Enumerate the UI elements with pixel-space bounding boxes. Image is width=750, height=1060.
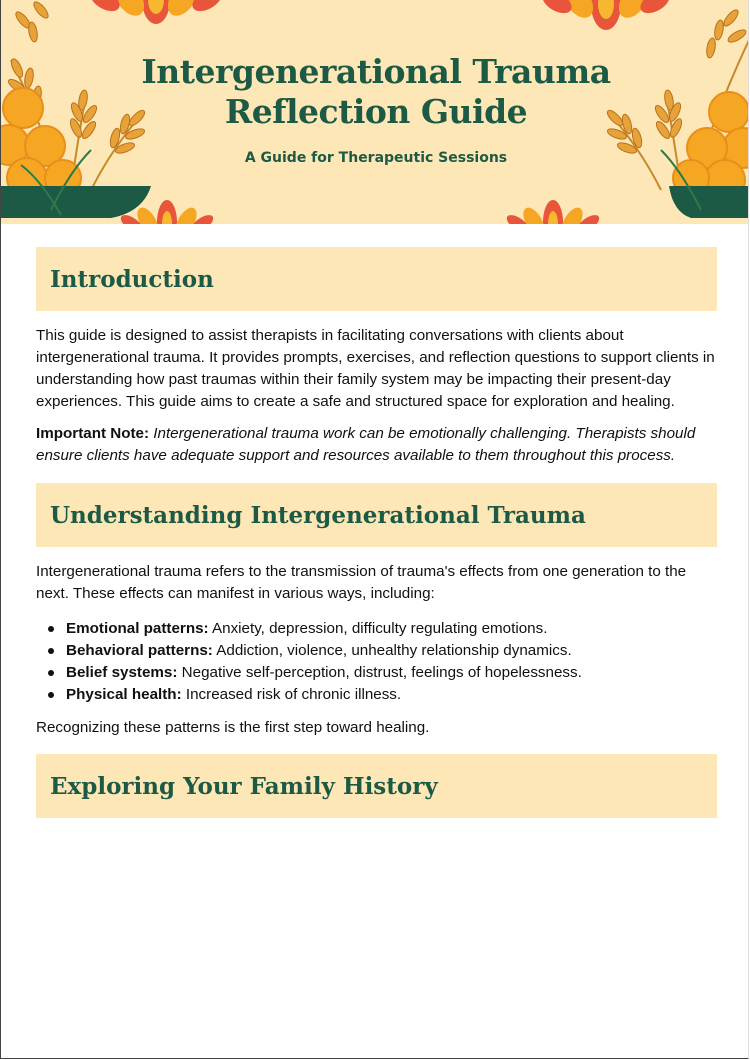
page-title [1,52,749,132]
effects-list [36,618,716,706]
section-heading-family-history: Exploring Your Family History [36,754,717,818]
page-subtitle: A Guide for Therapeutic Sessions [244,150,508,166]
section-heading-introduction: Introduction [36,247,717,311]
list-item [36,640,716,662]
section-heading-understanding: Understanding Intergenerational Trauma [36,483,717,547]
understanding-closing: Recognizing these patterns is the first step toward healing. [36,719,430,736]
header-banner [1,0,749,224]
bowl-icon [1,186,151,218]
list-item-label: Belief systems: [66,664,178,681]
list-item-label: Physical health: [66,686,182,703]
list-item-label: Behavioral patterns: [66,642,213,659]
important-note [36,423,716,467]
understanding-intro: Intergenerational trauma refers to the transmission of trauma's effects from one generation to the next. These effects can manifest in various ways, including: [36,563,687,602]
list-item-text: Increased risk of chronic illness. [185,686,402,703]
list-item-text: Anxiety, depression, difficulty regulating emotions. [212,620,548,637]
list-item [36,684,716,706]
list-item-text: Negative self-perception, distrust, feelings of hopelessness. [181,664,582,681]
title-line-2: Reflection Guide [224,92,528,131]
bowl-icon [669,186,749,218]
list-item-label: Emotional patterns: [66,620,209,637]
list-item [36,662,716,684]
important-note-label: Important Note: [36,425,150,442]
lotus-flower-icon [504,200,602,224]
title-line-1: Intergenerational Trauma [141,52,611,91]
lotus-flower-icon [539,0,674,30]
list-item [36,618,716,640]
introduction-paragraph: This guide is designed to assist therapists in facilitating conversations with clients about intergenerational trauma. It provides prompts, exercises, and reflection questions to support clients in understanding how past traumas within their family system may be impacting their present-day experiences. This guide aims to create a safe and structured space for exploration and healing. [36,327,715,410]
lotus-flower-icon [87,0,226,24]
list-item-text: Addiction, violence, unhealthy relationship dynamics. [216,642,572,659]
important-note-text: Intergenerational trauma work can be emotionally challenging. Therapists should ensure clients have adequate support and resources available to them throughout this process. [36,425,696,464]
